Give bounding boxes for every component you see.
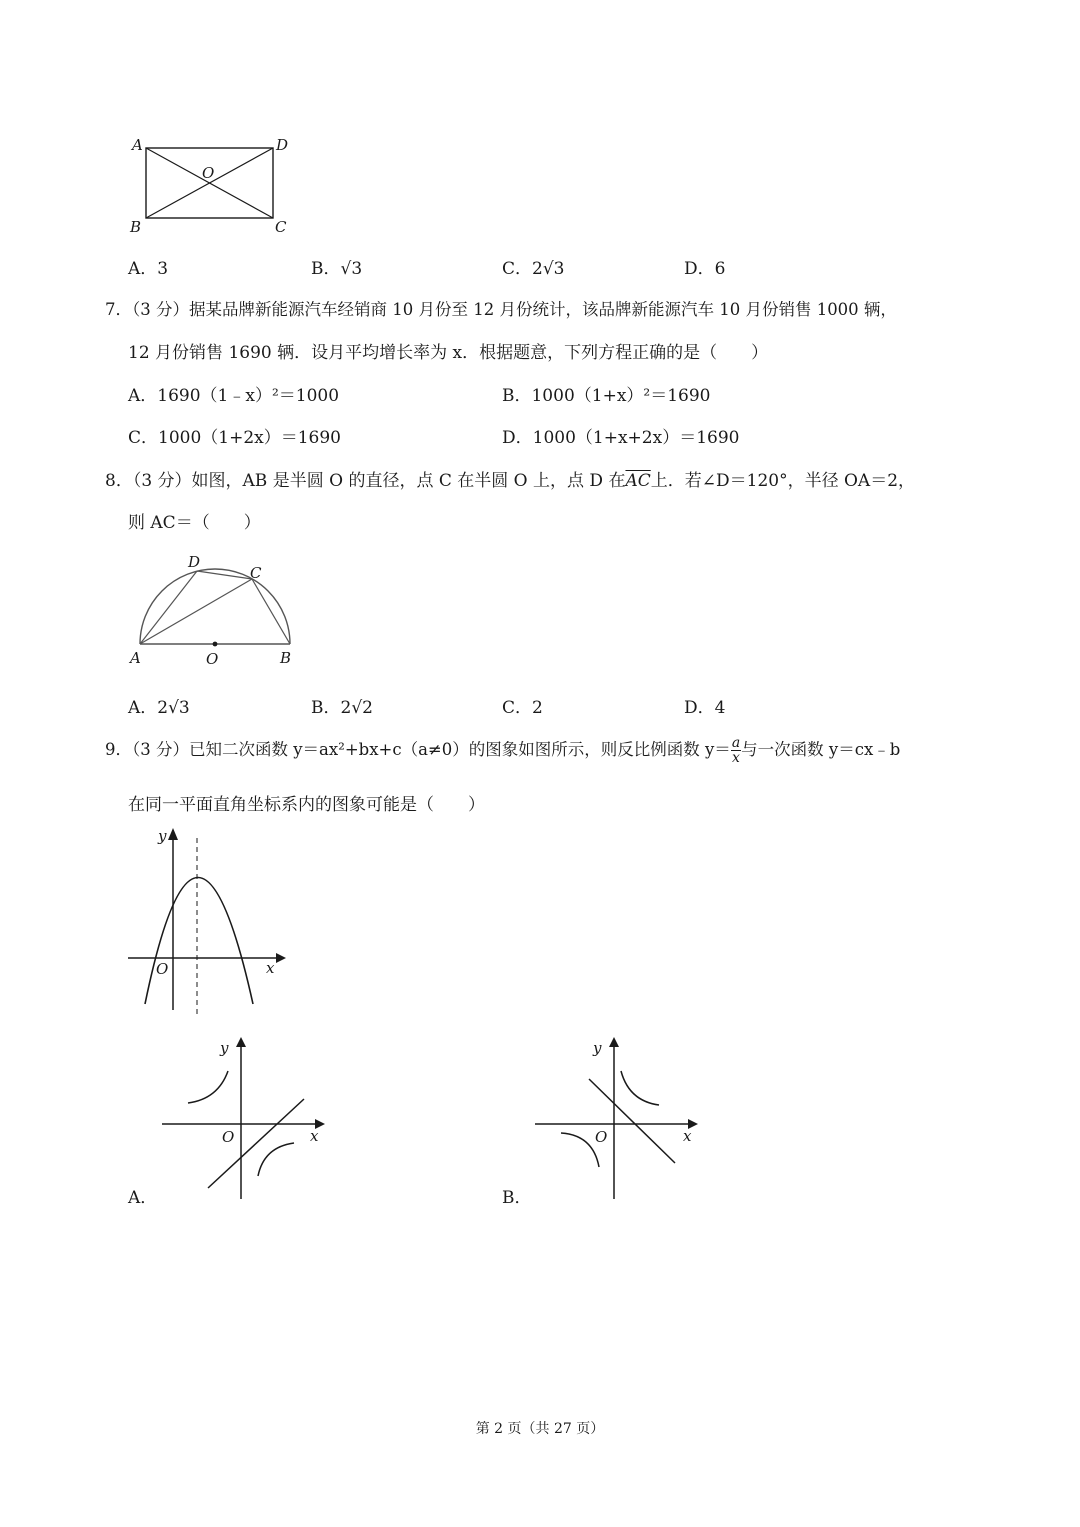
q9-label-o: O bbox=[156, 960, 169, 978]
q9a-label-y: y bbox=[220, 1039, 229, 1057]
q9-option-b: B． bbox=[502, 1188, 532, 1208]
q6-option-a: A．3 bbox=[128, 259, 169, 279]
q8-label-a: A bbox=[130, 649, 141, 667]
q9a-label-o: O bbox=[222, 1128, 235, 1146]
q7-option-c: C．1000（1+2x）＝1690 bbox=[128, 428, 341, 448]
q9-fraction: $\frac{a}{x}$ bbox=[731, 735, 741, 766]
q9b-label-o: O bbox=[595, 1128, 608, 1146]
q8-arc-ac: $\overline{AC}$ bbox=[625, 471, 651, 491]
q8-label-c: C bbox=[250, 564, 262, 582]
q6-option-b: B．√3 bbox=[311, 259, 363, 279]
q9b-label-x: x bbox=[683, 1127, 692, 1145]
q6-option-c: C．2√3 bbox=[502, 259, 565, 279]
q8-option-b: B．2√2 bbox=[311, 698, 373, 718]
q8-option-d: D．4 bbox=[684, 698, 726, 718]
q8-label-b: B bbox=[280, 649, 292, 667]
q9-label-y: y bbox=[158, 827, 167, 845]
q9-question-line-2: 在同一平面直角坐标系内的图象可能是（ ） bbox=[128, 795, 485, 815]
q6-label-c: C bbox=[275, 218, 287, 236]
q6-label-a: A bbox=[132, 136, 143, 154]
q6-rectangle-figure bbox=[128, 134, 298, 239]
q6-option-d: D．6 bbox=[684, 259, 726, 279]
q9-option-a-graph bbox=[160, 1035, 330, 1203]
q9-parabola-figure bbox=[128, 826, 288, 1016]
q9-option-a: A． bbox=[128, 1188, 158, 1208]
q8-label-o: O bbox=[206, 650, 219, 668]
q9-option-b-graph bbox=[533, 1035, 703, 1203]
q8-label-d: D bbox=[188, 553, 201, 571]
q9b-label-y: y bbox=[593, 1039, 602, 1057]
q7-question-line-2: 12 月份销售 1690 辆．设月平均增长率为 x．根据题意，下列方程正确的是（ ） bbox=[128, 343, 769, 363]
q9-question-line-1: 9．（3 分）已知二次函数 y＝ax²+bx+c（a≠0）的图象如图所示，则反比例函数 y＝ $\frac{a}{x}$ 与一次函数 y＝cx﹣b bbox=[105, 735, 901, 766]
q6-label-d: D bbox=[276, 136, 289, 154]
q8-option-c: C．2 bbox=[502, 698, 543, 718]
q8-question-line-1: 8．（3 分）如图，AB 是半圆 O 的直径，点 C 在半圆 O 上，点 D 在$\overline{AC}$上．若∠D＝120°，半径 OA＝2， bbox=[105, 471, 916, 491]
q7-option-b: B．1000（1+x）²＝1690 bbox=[502, 386, 711, 406]
q8-question-line-2: 则 AC＝（ ） bbox=[128, 513, 261, 533]
q9-label-x: x bbox=[266, 959, 275, 977]
q7-option-d: D．1000（1+x+2x）＝1690 bbox=[502, 428, 740, 448]
q8-semicircle-figure bbox=[128, 552, 303, 670]
q8-option-a: A．2√3 bbox=[128, 698, 190, 718]
page-footer: 第 2 页（共 27 页） bbox=[475, 1421, 605, 1437]
q7-option-a: A．1690（1﹣x）²＝1000 bbox=[128, 386, 340, 406]
q6-label-b: B bbox=[130, 218, 142, 236]
q6-label-o: O bbox=[202, 164, 215, 182]
q7-question-line-1: 7．（3 分）据某品牌新能源汽车经销商 10 月份至 12 月份统计，该品牌新能源汽车 10 月份销售 1000 辆， bbox=[105, 300, 897, 319]
q9a-label-x: x bbox=[310, 1127, 319, 1145]
